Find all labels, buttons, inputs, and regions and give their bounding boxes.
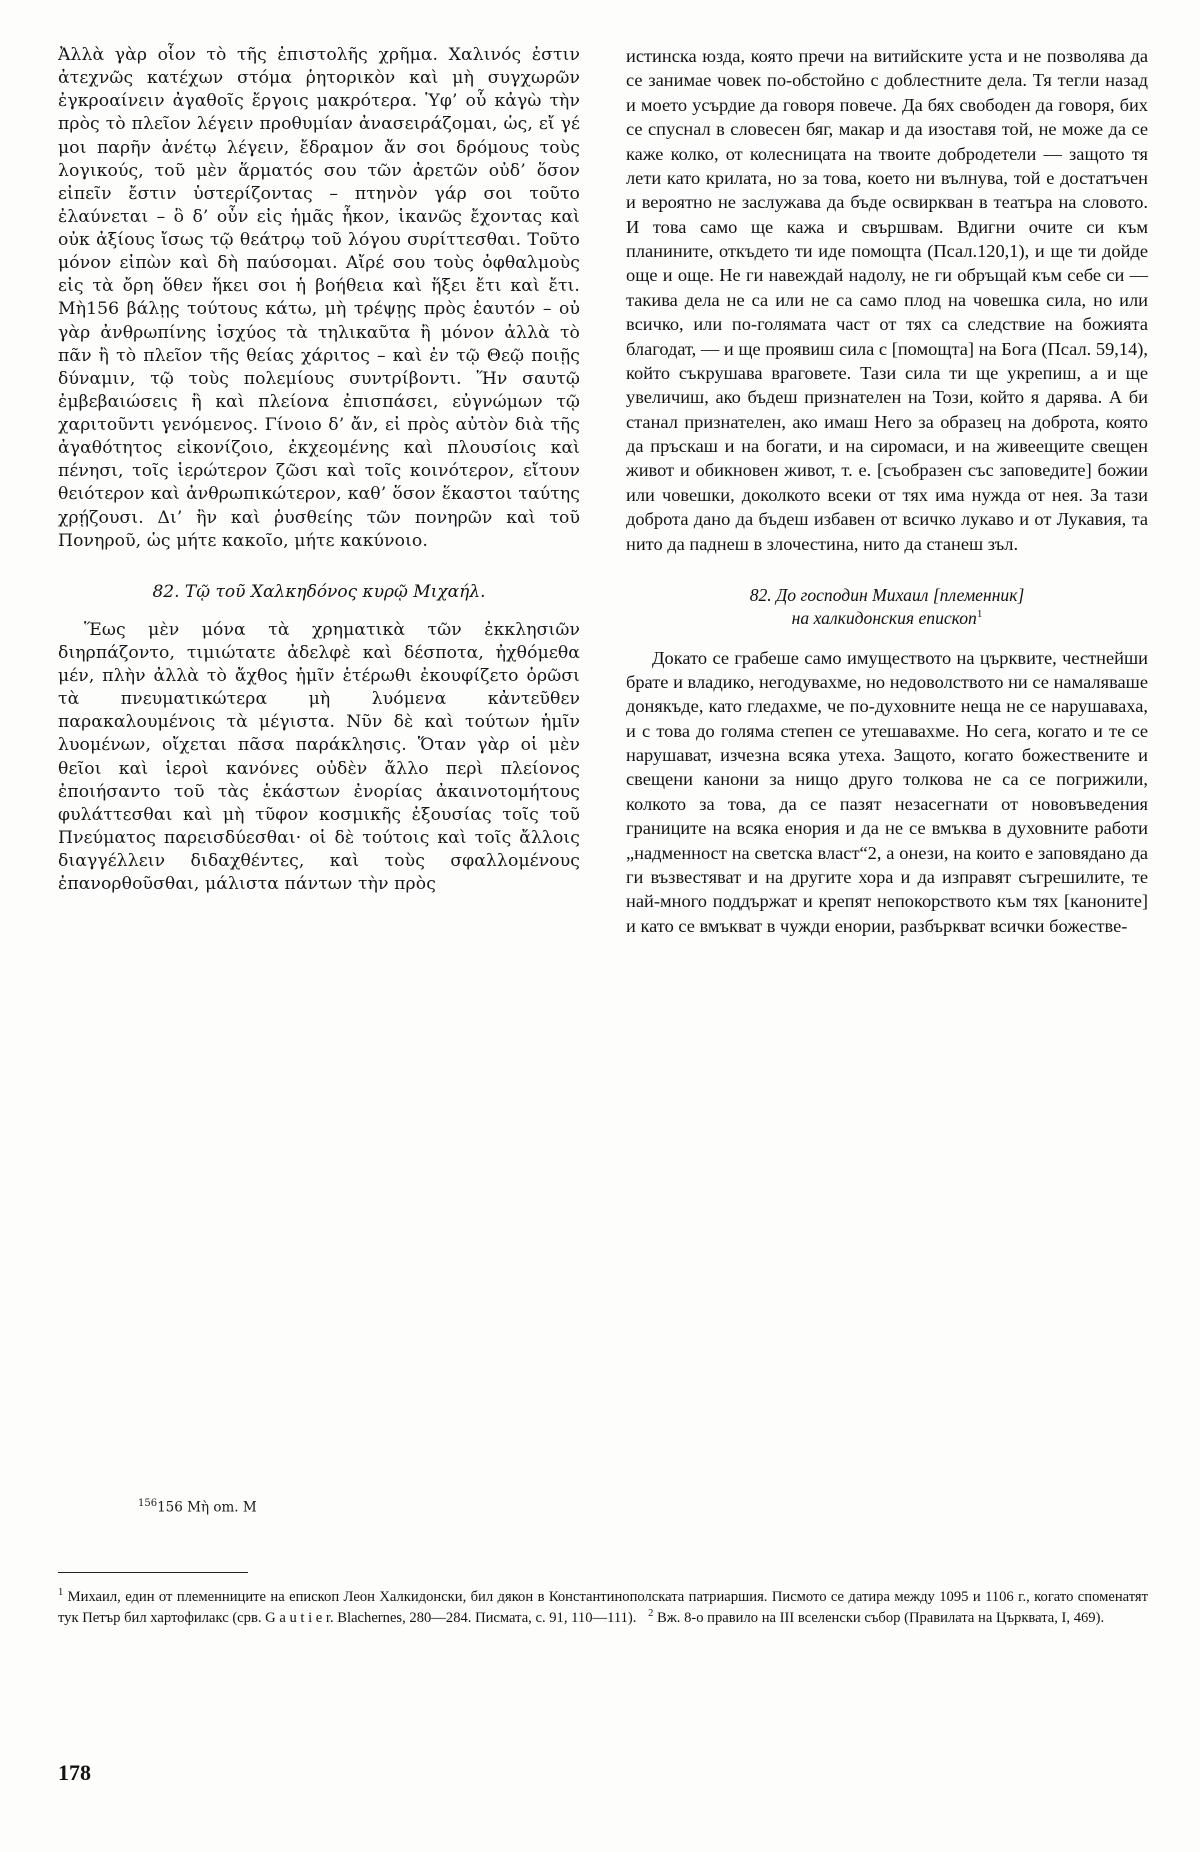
footnote-marker-2: 2 [648, 1608, 654, 1620]
two-column-body [58, 44, 1148, 938]
greek-body-text [58, 44, 580, 553]
footnote-text-1: Михаил, един от племенниците на епископ Леон Халкидонски, бил дякон в Константинополската патриаршия. Писмото се датира между 1095 и 1106 г., когато споменатят тук Петър бил хартофилакс (срв. G a u t i e r. Blachernes, 280—284. Писмата, с. 91, 110—111). [58, 1588, 1148, 1626]
greek-paragraph-1: Ἀλλὰ γὰρ οἷον τὸ τῆς ἐπιστολῆς χρῆμα. Χαλινός ἐστιν ἀτεχνῶς κατέχων στόμα ῥητορικὸν καὶ μὴ συγχωρῶν ἐγκροαίνειν ἀγαθοῖς ἔργοις μακρότερα. Ὑφ’ οὗ κἀγὼ τὴν πρὸς τὸ πλεῖον λέγειν προθυμίαν ἀνασειράζομαι, ὡς, εἴ γέ μοι παρῆν ἀνέτῳ λέγειν, ἔδραμον ἄν σοι δρόμους τοὺς λογικούς, τοῦ μὲν ἅρματός σου τῶν ἀρετῶν οὐδ’ ὅσον εἰπεῖν ἔστιν ὑστερίζοντας – πτηνὸν γάρ σοι τοῦτο ἐλαύνεται – ὃ δ’ οὖν εἰς ἡμᾶς ἧκον, ἱκανῶς ἔχοντας καὶ οὐκ ἀξίους ἴσως τῷ θεάτρῳ τοῦ λόγου συρίττεσθαι. Τοῦτο μόνον εἰπὼν καὶ δὴ παύσομαι. Αἴρέ σου τοὺς ὀφθαλμοὺς εἰς τὰ ὄρη ὅθεν ἥκει σοι ἡ βοήθεια καὶ ἥξει ἔτι καὶ ἔτι. Μὴ156 βάλῃς τούτους κάτω, μὴ τρέψῃς πρὸς ἑαυτόν – οὐ γὰρ ἀνθρωπίνης ἰσχύος τὰ τηλικαῦτα ἢ μόνον ἀλλὰ τὸ πᾶν ἢ τὸ πλεῖον τῆς θείας χάριτος – καὶ ἐν τῷ Θεῷ ποιῇς δύναμιν, τῷ τοὺς πολεμίους συντρίβοντι. Ἥν σαυτῷ ἐμβεβαιώσεις ἢ καὶ πλείονα ἐπισπάσει, εὐγνώμων τῷ χαριτοῦντι γενόμενος. Γίνοιο δ’ ἄν, εἰ πρὸς αὐτὸν διὰ τῆς ἀγαθότητος εἰκονίζοιο, ἐκχεομένης καὶ πλουσίοις καὶ πένησι, τοῖς ἱερώτερον ζῶσι καὶ τοῖς κοινότερον, εἴτουν θειότερον καὶ ἀνθρωπικώτερον, καθ’ ὅσον ἕκαστοι ταύτης χρῄζουσι. Δι’ ἣν καὶ ῥυσθείης τῶν πονηρῶν καὶ τοῦ Πονηροῦ, ὡς μήτε κακοῖο, μήτε κακύνοιο. [58, 45, 580, 551]
bulgarian-section-body [626, 646, 1148, 939]
bulgarian-paragraph-1: истинска юзда, която пречи на витийските уста и не позволява да се занимае човек по-обстойно с доблестните дела. Тя тегли назад и моето усърдие да говоря повече. Да бях свободен да говоря, бих се спуснал в словесен бяг, макар и да изоставя той, не може да се каже колко, от колесницата на твоите добродетели — защото тя лети като крилата, но за това, което ни вълнува, той е достатъчен и вероятно не заслужава да бъде освиркван в театъра на словото. И това само ще кажа и свършвам. Вдигни очите си към планините, откъдето ти иде помощта (Псал.120,1), и ще ти дойде още и още. Не ги навеждай надолу, не ги обръщай към себе си — такива дела не са или не са само плод на човешка сила, но или всичко, или по-голямата част от тях са следствие на божията благодат, — и ще проявиш сила с [помощта] на Бога (Псал. 59,14), който съкрушава враговете. Тази сила ти ще укрепиш, а и ще увеличиш, ако бъдеш признателен на Този, който я дарява. А би станал признателен, ако имаш Него за образец на доброта, която да пръскаш и на богати, и на сиромаси, и на живеещите свещен живот и обикновен живот, т. е. [съобразен със заповедите] божии или човешки, доколкото всеки от тях има нужда от нея. За тази доброта дано да бъдеш избавен от всичко лукаво и от Лукавия, та нито да паднеш в злочестина, нито да станеш зъл. [626, 46, 1148, 554]
bulgarian-section-title-footnote-marker: 1 [976, 607, 983, 620]
greek-section-paragraph-1: Ἕως μὲν μόνα τὰ χρηματικὰ τῶν ἐκκλησιῶν διηρπάζοντο, τιμιώτατε ἀδελφὲ καὶ δέσποτα, ἠχθόμεθα μέν, πλὴν ἀλλὰ τὸ ἄχθος ἡμῖν ἑτέρωθι ἐκουφίζετο ὁρῶσι τὰ πνευματικώτερα μὴ λυόμενα κἀντεῦθεν παρακαλουμένοις τὰ μέγιστα. Νῦν δὲ καὶ τούτων ἡμῖν λυομένων, οἴχεται πᾶσα παράκλησις. Ὅταν γὰρ οἱ μὲν θεῖοι καὶ ἱεροὶ κανόνες οὐδὲν ἄλλο περὶ πλείονος ἐποιήσαντο τοῦ τὰς ἑκάστων ἐνορίας ἀκαινοτομήτους φυλάττεσθαι καὶ μὴ τῦφον κοσμικῆς ἐξουσίας τοῖς τοῦ Πνεύματος παρεισδύεσθαι· οἱ δὲ τούτοις καὶ τοῖς ἄλλοις διαγγέλλειν διδαχθέντες, καὶ τοὺς σφαλλομένους ἐπανορθοῦσθαι, μάλιστα πάντων τὴν πρὸς [58, 619, 580, 895]
bulgarian-section-paragraph-1: Докато се грабеше само имуществото на църквите, честнейши брате и владико, негодувахме, но недоволството ни се намаляваше донякъде, като гледахме, че по-духовните неща не се нарушаваха, и с това до голяма степен се утешавахме. Но сега, когато и те се нарушават, изчезна всяка утеха. Защото, когато божествените и свещени канони за нищо друго толкова не са се погрижили, колкото за това, да се пазят незасегнати от нововъведения границите на всяка енория и да не се вмъква в духовните работи „надменност на светска власт“2, а онези, на които е заповядано да ги възвестяват и на другите хора и да изправят съгрешилите, те най-много поддържат и крепят непокорството към тях [каноните] и като се вмъкват в чужди енории, разбъркват всички божестве- [626, 647, 1148, 936]
footnote-separator-rule [58, 1572, 248, 1573]
footnote-marker-1: 1 [58, 1587, 64, 1598]
greek-apparatus-marker: 156 [138, 1498, 158, 1509]
greek-apparatus-text: 156 Μὴ om. M [157, 1499, 257, 1516]
bulgarian-section-title [626, 584, 1148, 630]
left-column-greek [58, 44, 580, 938]
footnote-entries [58, 1586, 1148, 1628]
greek-section-body [58, 619, 580, 897]
bulgarian-section-title-line1: 82. До господин Михаил [племенник] [749, 584, 1025, 605]
page-number: 178 [58, 1760, 91, 1785]
footnote-text-2: Вж. 8-о правило на III вселенски събор (Правилата на Църквата, I, 469). [656, 1609, 1105, 1626]
greek-apparatus-note [138, 1498, 568, 1516]
bulgarian-body-text [626, 44, 1148, 556]
footnotes-block [58, 1586, 1148, 1628]
bulgarian-section-title-line2: на халкидонския епископ [791, 607, 977, 628]
greek-section-title: 82. Τῷ τοῦ Χαλκηδόνος κυρῷ Μιχαήλ. [152, 581, 486, 602]
right-column-bulgarian [626, 44, 1148, 938]
